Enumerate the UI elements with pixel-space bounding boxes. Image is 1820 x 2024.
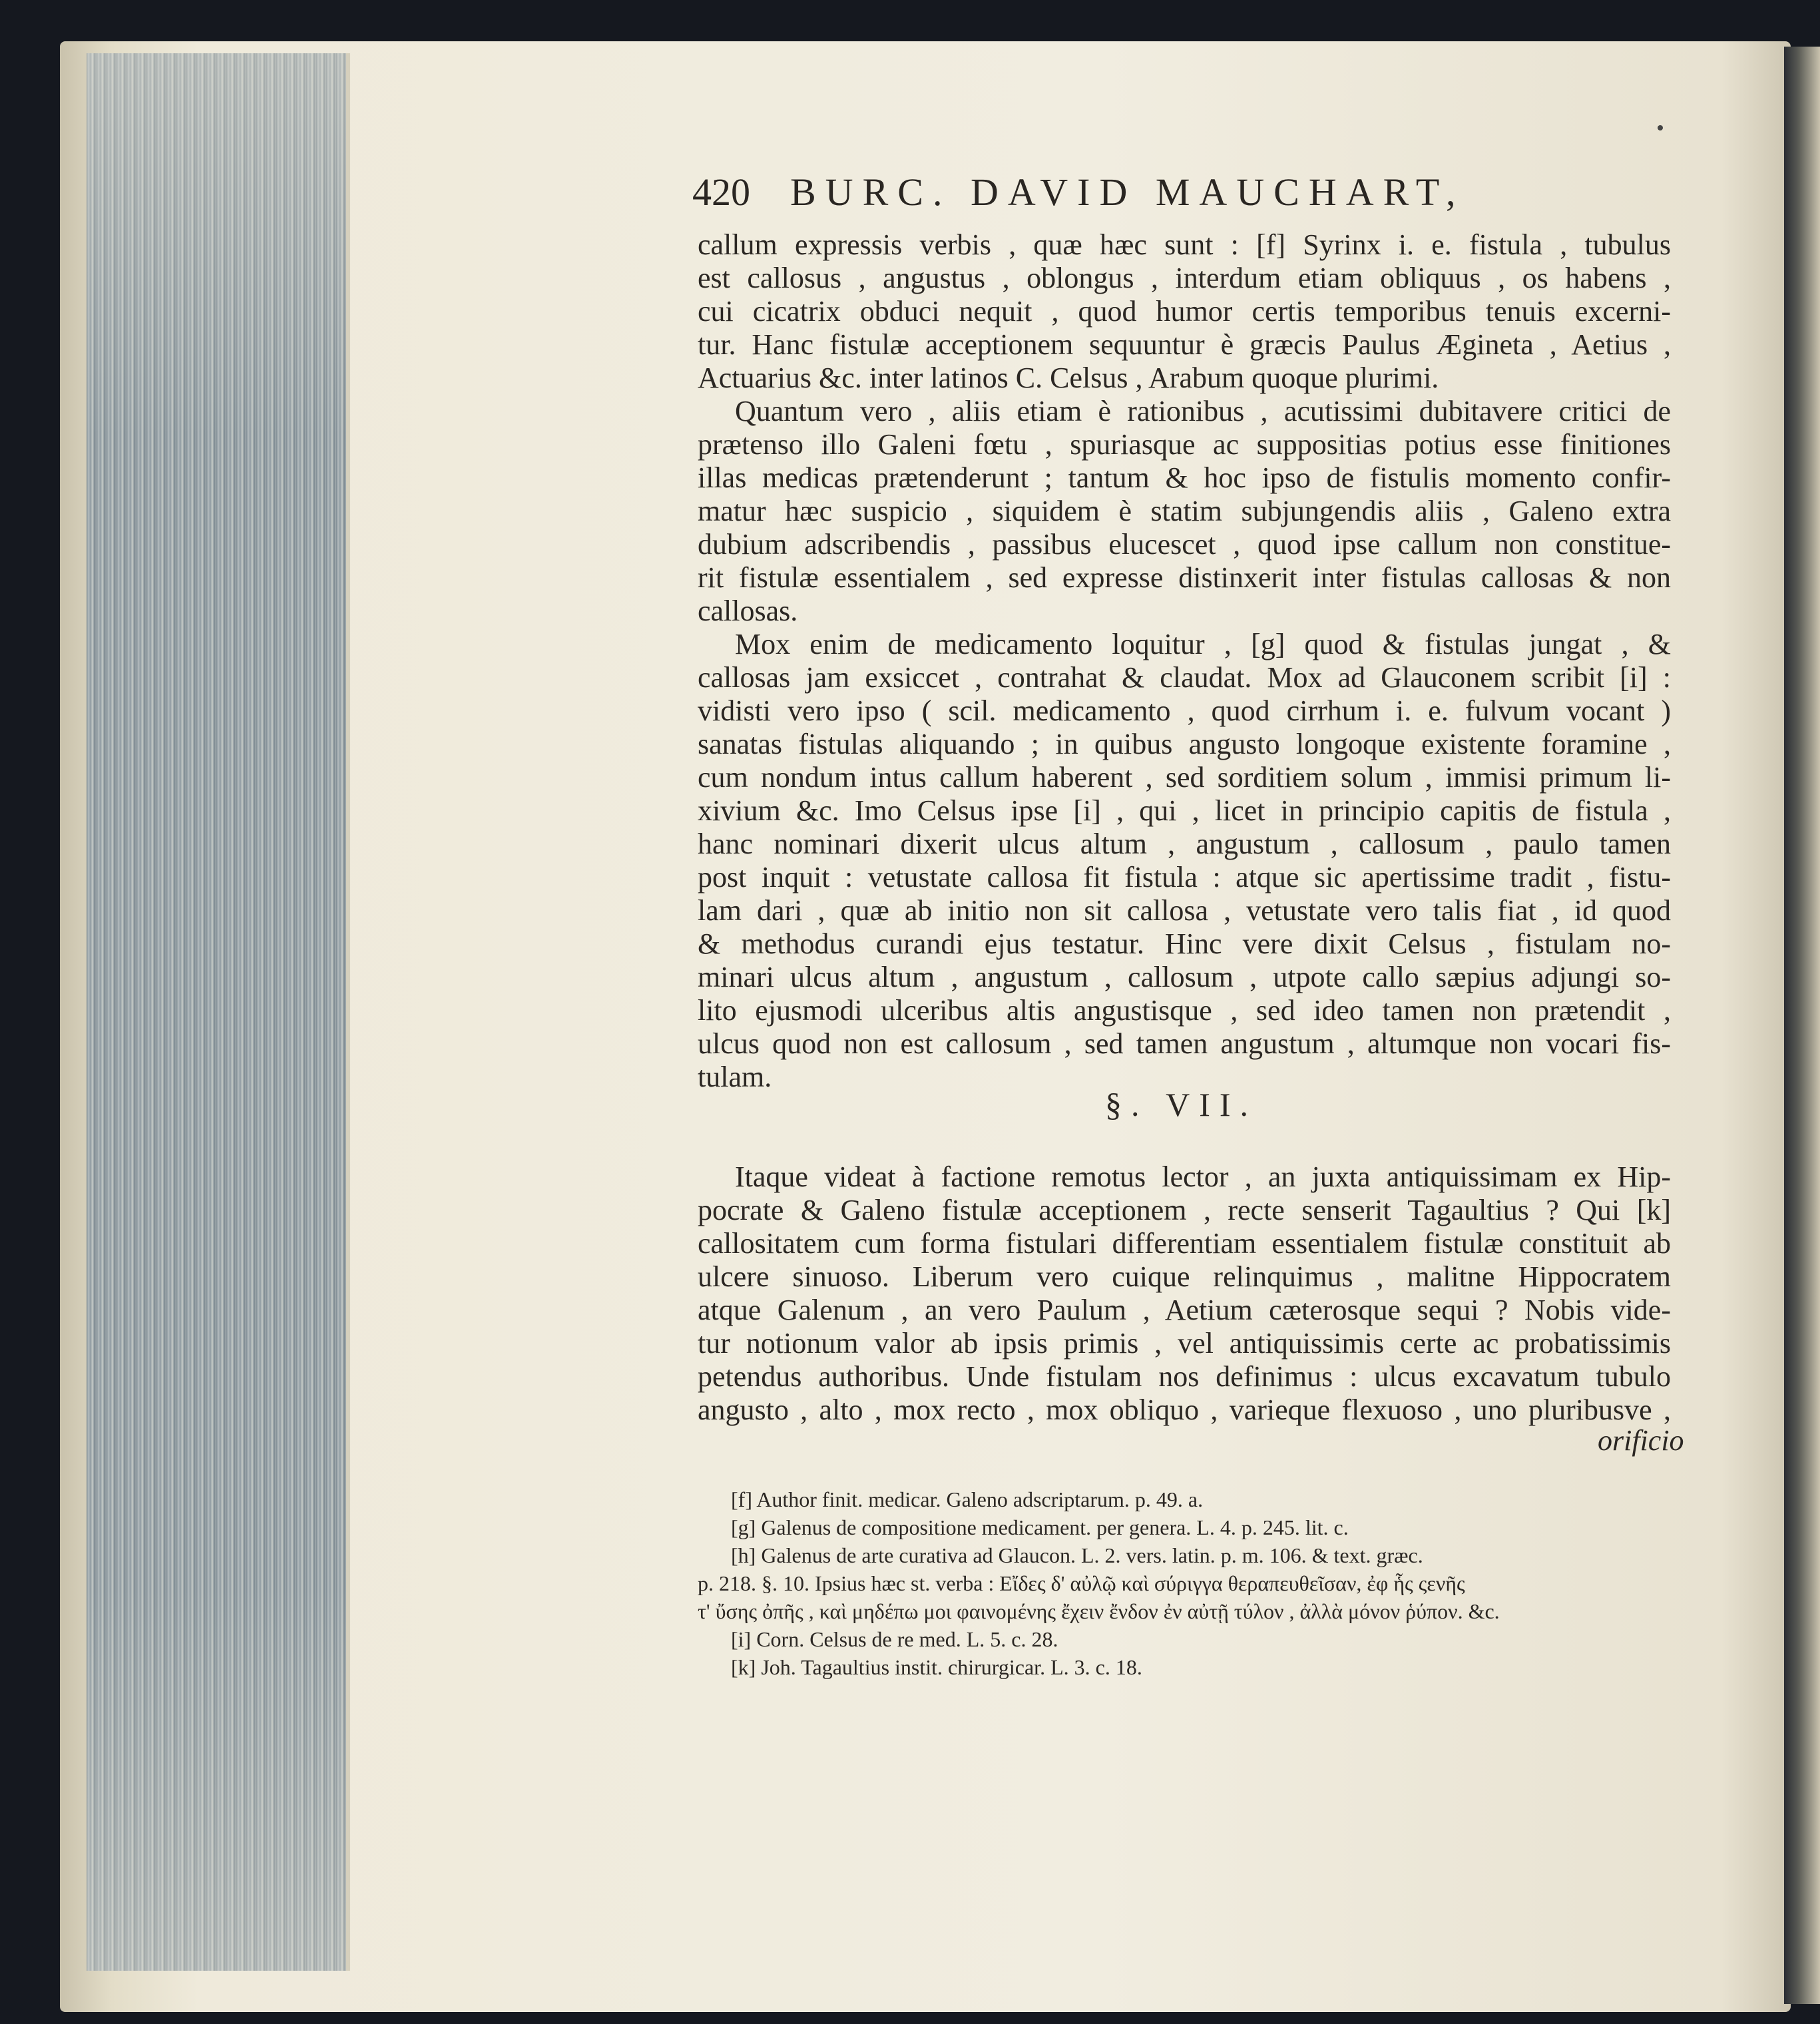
- section-line: angusto , alto , mox recto , mox obliquo , varieque flexuoso , uno pluribusve ,: [698, 1393, 1671, 1426]
- section-line: ulcere sinuoso. Liberum vero cuique relinquimus , malitne Hippocratem: [698, 1260, 1671, 1293]
- catchword: orificio: [1598, 1424, 1684, 1457]
- section-line: petendus authoribus. Unde fistulam nos definimus : ulcus excavatum tubulo: [698, 1360, 1671, 1393]
- footnote: [k] Joh. Tagaultius instit. chirurgicar. L. 3. c. 18.: [731, 1655, 1142, 1679]
- body-line: Mox enim de medicamento loquitur , [g] quod & fistulas jungat , &: [735, 628, 1671, 660]
- body-line: minari ulcus altum , angustum , callosum , utpote callo sæpius adjungi so-: [698, 961, 1671, 993]
- body-line: dubium adscribendis , passibus elucescet , quod ipse callum non constitue-: [698, 528, 1671, 561]
- body-line: & methodus curandi ejus testatur. Hinc vere dixit Celsus , fistulam no-: [698, 927, 1671, 960]
- section-line: tur notionum valor ab ipsis primis , vel antiquissimis certe ac probatissimis: [698, 1327, 1671, 1360]
- body-line: rit fistulæ essentialem , sed expresse distinxerit inter fistulas callosas & non: [698, 561, 1671, 594]
- body-line: post inquit : vetustate callosa fit fistula : atque sic apertissime tradit , fistu-: [698, 861, 1671, 893]
- body-line: est callosus , angustus , oblongus , interdum etiam obliquus , os habens ,: [698, 262, 1671, 294]
- body-line: hanc nominari dixerit ulcus altum , angustum , callosum , paulo tamen: [698, 828, 1671, 860]
- page-number: 420: [692, 170, 750, 214]
- body-line: prætenso illo Galeni fœtu , spuriasque ac suppositias potius esse finitiones: [698, 428, 1671, 461]
- body-line: xivium &c. Imo Celsus ipse [i] , qui , licet in principio capitis de fistula ,: [698, 794, 1671, 827]
- body-line: matur hæc suspicio , siquidem è statim subjungendis aliis , Galeno extra: [698, 495, 1671, 527]
- body-line: lito ejusmodi ulceribus altis angustisque , sed ideo tamen non prætendit ,: [698, 994, 1671, 1027]
- body-line: Actuarius &c. inter latinos C. Celsus , Arabum quoque plurimi.: [698, 362, 1439, 394]
- running-title: BURC. DAVID MAUCHART,: [790, 170, 1465, 214]
- body-line: ulcus quod non est callosum , sed tamen angustum , altumque non vocari fis-: [698, 1027, 1671, 1060]
- body-line: vidisti vero ipso ( scil. medicamento , quod cirrhum i. e. fulvum vocant ): [698, 694, 1671, 727]
- running-header: [692, 170, 1678, 216]
- ink-speck: [1658, 125, 1663, 130]
- footnote: [g] Galenus de compositione medicament. per genera. L. 4. p. 245. lit. c.: [731, 1515, 1349, 1539]
- footnote: [i] Corn. Celsus de re med. L. 5. c. 28.: [731, 1627, 1058, 1651]
- section-line: pocrate & Galeno fistulæ acceptionem , recte senserit Tagaultius ? Qui [k]: [698, 1194, 1671, 1226]
- body-line: illas medicas prætenderunt ; tantum & hoc ipso de fistulis momento confir-: [698, 461, 1671, 494]
- body-line: tulam.: [698, 1061, 772, 1093]
- body-line: callosas.: [698, 595, 798, 627]
- footnote: [h] Galenus de arte curativa ad Glaucon. L. 2. vers. latin. p. m. 106. & text. græc.: [731, 1543, 1423, 1567]
- body-line: Quantum vero , aliis etiam è rationibus , acutissimi dubitavere critici de: [735, 395, 1671, 427]
- body-line: cui cicatrix obduci nequit , quod humor certis temporibus tenuis excerni-: [698, 295, 1671, 328]
- body-line: callum expressis verbis , quæ hæc sunt : [f] Syrinx i. e. fistula , tubulus: [698, 228, 1671, 261]
- footnote-line: τ' ὔσης ὀπῆς , καὶ μηδέπω μοι φαινομένης ἔχειν ἔνδον ἐν αὐτῇ τύλον , ἀλλὰ μόνον ῥύπον. &c.: [698, 1599, 1500, 1623]
- footnote: [f] Author finit. medicar. Galeno adscriptarum. p. 49. a.: [731, 1487, 1204, 1511]
- section-line: Itaque videat à factione remotus lector , an juxta antiquissimam ex Hip-: [735, 1160, 1671, 1193]
- body-line: sanatas fistulas aliquando ; in quibus angusto longoque existente foramine ,: [698, 728, 1671, 760]
- section-line: atque Galenum , an vero Paulum , Aetium cæterosque sequi ? Nobis vide-: [698, 1294, 1671, 1326]
- section-heading: §. VII.: [1105, 1086, 1258, 1123]
- footnote-line: p. 218. §. 10. Ipsius hæc st. verba : Εἴδες δ' αὐλῷ καὶ σύριγγα θεραπευθεῖσαν, ἐφ ἧς ςενῆς: [698, 1571, 1465, 1595]
- body-line: tur. Hanc fistulæ acceptionem sequuntur è græcis Paulus Ægineta , Aetius ,: [698, 328, 1671, 361]
- facing-page-edge: [1784, 47, 1820, 2004]
- body-line: cum nondum intus callum haberent , sed sorditiem solum , immisi primum li-: [698, 761, 1671, 794]
- body-line: lam dari , quæ ab initio non sit callosa , vetustate vero talis fiat , id quod: [698, 894, 1671, 927]
- section-line: callositatem cum forma fistulari differentiam essentialem fistulæ constituit ab: [698, 1227, 1671, 1260]
- body-line: callosas jam exsiccet , contrahat & claudat. Mox ad Glauconem scribit [i] :: [698, 661, 1671, 694]
